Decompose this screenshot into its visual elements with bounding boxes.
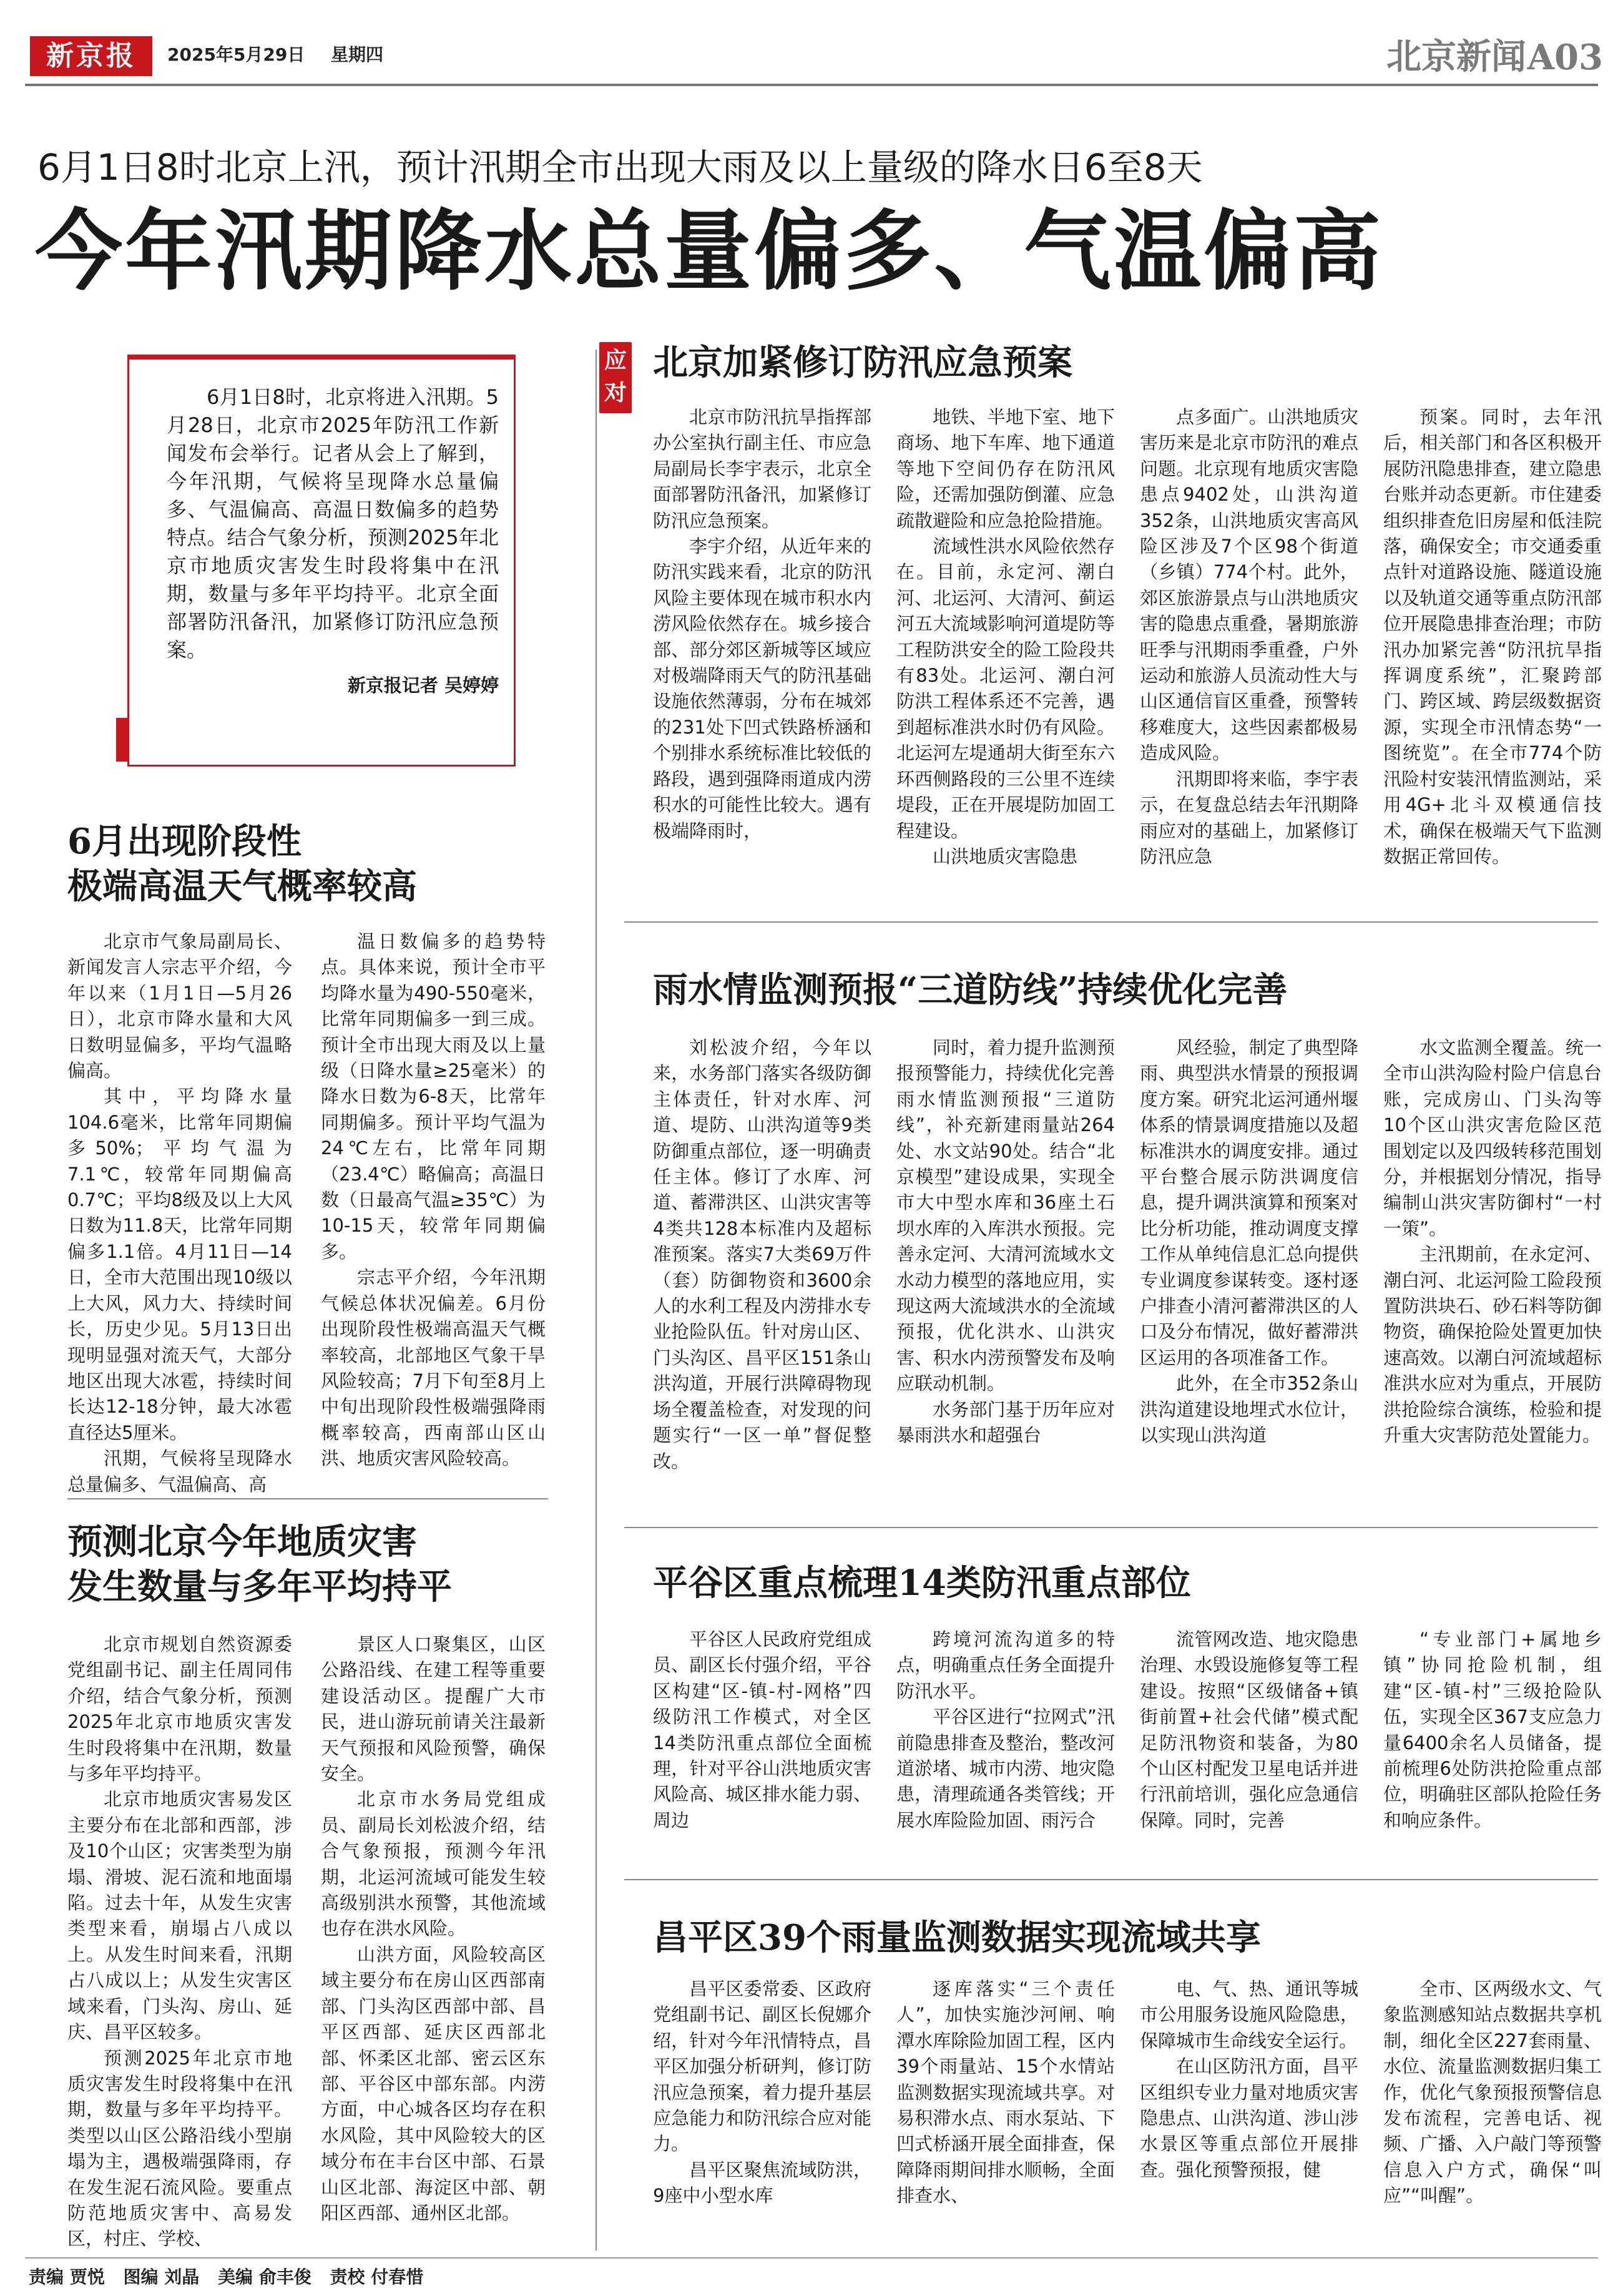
right-s4-title: 昌平区39个雨量监测数据实现流域共享	[653, 1917, 1261, 1958]
credit-proofreader: 责校 付春惜	[330, 2267, 424, 2287]
issue-date: 2025年5月29日	[167, 44, 305, 65]
section-name: 北京新闻	[1386, 37, 1526, 77]
paragraph: 点多面广。山洪地质灾害历来是北京市防汛的难点问题。北京现有地质灾害隐患点9402处，山洪沟道352条，山洪地质灾害高风险区涉及7个区98个街道（乡镇）774个村。此外，郊区旅游景点与山洪地质灾害的隐患点重叠，暑期旅游旺季与汛期雨季重叠，户外运动和旅游人员流动性大与山区通信盲区重叠，预警转移难度大，这些因素都极易造成风险。	[1140, 406, 1358, 764]
right-s2-column-2	[896, 1035, 1115, 1509]
paragraph: 地铁、半地下室、地下商场、地下车库、地下通道等地下空间仍存在防汛风险，还需加强防倒灌、应急疏散避险和应急抢险措施。	[896, 406, 1115, 531]
paragraph: 景区人口聚集区，山区公路沿线、在建工程等重要建设活动区。提醒广大市民，进山游玩前请关注最新天气预报和风险预警，确保安全。	[321, 1634, 546, 1785]
footer-divider	[25, 2257, 1598, 2259]
lead-text: 6月1日8时，北京将进入汛期。5月28日，北京市2025年防汛工作新闻发布会举行。记者从会上了解到，今年汛期，气候将呈现降水总量偏多、气温偏高、高温日数偏多的趋势特点。结合气象分析，预测2025年北京市地质灾害发生时段将集中在汛期，数量与多年平均持平。北京全面部署防汛备汛，加紧修订防汛应急预案。	[167, 385, 499, 662]
right-s3-column-1	[653, 1627, 871, 1864]
paragraph: 刘松波介绍，今年以来，水务部门落实各级防御主体责任，针对水库、河道、堤防、山洪沟道等9类防御重点部位，逐一明确责任主体。修订了水库、河道、蓄滞洪区、山洪灾害等4类共128本标准内及超标准预案。落实7大类69万件（套）防御物资和3600余人的水利工程及内涝排水专业抢险队伍。针对房山区、门头沟区、昌平区151条山洪沟道，开展行洪障碍物现场全覆盖检查，对发现的问题实行“一区一单”督促整改。	[653, 1037, 871, 1472]
paragraph: 流管网改造、地灾隐患治理、水毁设施修复等工程建设。按照“区级储备+镇街前置+社会代储”模式配足防汛物资和装备，为80个山区村配发卫星电话并进行汛前培训，强化应急通信保障。同时，完善	[1140, 1629, 1358, 1831]
paragraph: 昌平区委常委、区政府党组副书记、副区长倪娜介绍，针对今年汛情特点，昌平区加强分析研判，修订防汛应急预案，着力提升基层应急能力和防汛综合应对能力。	[653, 1978, 871, 2155]
header-divider	[25, 84, 1598, 86]
left-s1-title-line2: 极端高温天气概率较高	[67, 866, 417, 907]
right-s2-column-1	[653, 1035, 871, 1509]
left-s2-column-1	[67, 1632, 292, 2256]
paragraph: 预案。同时，去年汛后，相关部门和各区积极开展防汛隐患排查，建立隐患台账并动态更新。市住建委组织排查危旧房屋和低洼院落，确保安全；市交通委重点针对道路设施、隧道设施以及轨道交通等重点防汛部位开展隐患排查治理；市防汛办加紧完善“防汛抗旱指挥调度系统”，汇聚跨部门、跨区域、跨层级数据资源，实现全市汛情态势“一图统览”。在全市774个防汛险村安装汛情监测站，采用4G+北斗双模通信技术，确保在极端天气下监测数据正常回传。	[1383, 406, 1602, 867]
paragraph: 汛期，气候将呈现降水总量偏多、气温偏高、高	[67, 1448, 292, 1495]
footer-credits	[29, 2265, 436, 2290]
paragraph: 同时，着力提升监测预报预警能力，持续优化完善雨水情监测预报“三道防线”，补充新建雨量站264处、水文站90处。结合“北京模型”建设成果，实现全市大中型水库和36座土石坝水库的入库洪水预报。完善永定河、大清河流域水文水动力模型的落地应用，实现这两大流域洪水的全流域预报，优化洪水、山洪灾害、积水内涝预警发布及响应联动机制。	[896, 1037, 1115, 1395]
right-divider-1	[624, 921, 1598, 923]
left-s1-title-line1: 6月出现阶段性	[67, 821, 302, 862]
credit-editor: 责编 贾悦	[29, 2267, 105, 2287]
paragraph: 宗志平介绍，今年汛期气候总体状况偏差。6月份出现阶段性极端高温天气概率较高，北部地区气象干旱风险较高；7月下旬至8月上中旬出现阶段性极端强降雨概率较高，西南部山区山洪、地质灾害风险较高。	[321, 1267, 546, 1469]
left-s1-column-1	[67, 929, 292, 1495]
page-number: A03	[1527, 37, 1603, 78]
issue-weekday: 星期四	[331, 44, 384, 65]
left-s2-title-line1: 预测北京今年地质灾害	[67, 1521, 417, 1563]
left-s2-title-line2: 发生数量与多年平均持平	[67, 1566, 452, 1607]
right-s4-column-2	[896, 1976, 1115, 2251]
paragraph: 山洪地质灾害隐患	[933, 845, 1078, 867]
right-s1-column-1	[653, 405, 871, 901]
right-s3-column-2	[896, 1627, 1115, 1864]
right-s3-column-3	[1140, 1627, 1358, 1864]
paragraph: 在山区防汛方面，昌平区组织专业力量对地质灾害隐患点、山洪沟道、涉山涉水景区等重点部位开展排查。强化预警预报，健	[1140, 2056, 1358, 2181]
paragraph: 此外，在全市352条山洪沟道建设地埋式水位计，以实现山洪沟道	[1140, 1373, 1358, 1446]
right-s2-column-4	[1383, 1035, 1602, 1509]
headline: 今年汛期降水总量偏多、气温偏高	[35, 200, 1384, 303]
paragraph: 流域性洪水风险依然存在。目前，永定河、潮白河、北运河、大清河、蓟运河五大流域影响河道堤防等工程防洪安全的险工险段共有83处。北运河、潮白河防洪工程体系还不完善，遇到超标准洪水时仍有风险。北运河左堤通胡大街至东六环西侧路段的三公里不连续堤段，正在开展堤防加固工程建设。	[896, 536, 1115, 841]
paragraph: 北京市地质灾害易发区主要分布在北部和西部，涉及10个山区；灾害类型为崩塌、滑坡、泥石流和地面塌陷。过去十年，从发生灾害类型来看，崩塌占八成以上。从发生时间来看，汛期占八成以上；从发生灾害区域来看，门头沟、房山、延庆、昌平区较多。	[67, 1788, 292, 2043]
paragraph: 平谷区进行“拉网式”汛前隐患排查及整治，整改河道淤堵、城市内涝、地灾隐患，清理疏通各类管线；开展水库险险加固、雨污合	[896, 1706, 1115, 1831]
lead-accent-bar	[116, 718, 127, 762]
paragraph: 预测2025年北京市地质灾害发生时段将集中在汛期，数量与多年平均持平。类型以山区公路沿线小型崩塌为主，遇极端强降雨，存在发生泥石流风险。要重点防范地质灾害中、高易发区，村庄、学校、	[67, 2047, 292, 2250]
lead-byline: 新京报记者 吴婷婷	[347, 675, 499, 696]
right-s1-column-3	[1140, 405, 1358, 901]
left-s2-column-2	[321, 1632, 546, 2256]
right-s1-title: 北京加紧修订防汛应急预案	[653, 342, 1072, 383]
paragraph: 逐库落实“三个责任人”，加快实施沙河闸、响潭水库除险加固工程，区内39个雨量站、15个水情站监测数据实现流域共享。对易积滞水点、雨水泵站、下凹式桥涵开展全面排查，保障降雨期间排水顺畅，全面排查水、	[896, 1978, 1115, 2207]
right-s4-column-1	[653, 1976, 871, 2251]
paragraph: 全市、区两级水文、气象监测感知站点数据共享机制，细化全区227套雨量、水位、流量监测数据归集工作，优化气象预报预警信息发布流程，完善电话、视频、广播、入户敲门等预警信息入户方式，确保“叫应”“叫醒”。	[1383, 1978, 1602, 2207]
paragraph: 昌平区聚焦流域防洪，9座中小型水库	[653, 2159, 871, 2207]
right-s3-title: 平谷区重点梳理14类防汛重点部位	[653, 1563, 1191, 1604]
paragraph: 风经验，制定了典型降雨、典型洪水情景的预报调度方案。研究北运河通州堰体系的情景调度措施以及超标准洪水的调度安排。通过平台整合展示防洪调度信息，提升调洪演算和预案对比分析功能，推动调度支撑工作从单纯信息汇总向提供专业调度参谋转变。逐村逐户排查小清河蓄滞洪区的人口及分布情况，做好蓄滞洪区运用的各项准备工作。	[1140, 1037, 1358, 1368]
paragraph: 山洪方面，风险较高区域主要分布在房山区西部南部、门头沟区西部中部、昌平区西部、延庆区西部北部、怀柔区北部、密云区东部、平谷区中部东部。内涝方面，中心城各区均存在积水风险，其中风险较大的区域分布在丰台区中部、石景山区北部、海淀区中部、朝阳区西部、通州区北部。	[321, 1943, 546, 2224]
left-s1-column-2	[321, 929, 546, 1478]
paragraph: 平谷区人民政府党组成员、副区长付强介绍，平谷区构建“区-镇-村-网格”四级防汛工作模式，对全区14类防汛重点部位全面梳理，针对平谷山洪地质灾害风险高、城区排水能力弱、周边	[653, 1629, 871, 1831]
paragraph: 汛期即将来临，李宇表示，在复盘总结去年汛期降雨应对的基础上，加紧修订防汛应急	[1140, 768, 1358, 867]
paragraph: 跨境河流沟道多的特点，明确重点任务全面提升防汛水平。	[896, 1629, 1115, 1702]
left-section-divider	[67, 1498, 548, 1499]
right-s4-column-3	[1140, 1976, 1358, 2251]
newspaper-logo: 新京报	[30, 36, 152, 76]
paragraph: 主汛期前，在永定河、潮白河、北运河险工险段预置防洪块石、砂石料等防御物资，确保抢险处置更加快速高效。以潮白河流域超标准洪水应对为重点，开展防洪抢险综合演练，检验和提升重大灾害防范处置能力。	[1383, 1244, 1602, 1446]
paragraph: 北京市规划自然资源委党组副书记、副主任周同伟介绍，结合气象分析，预测2025年北京市地质灾害发生时段将集中在汛期，数量与多年平均持平。	[67, 1634, 292, 1785]
paragraph: 北京市防汛抗旱指挥部办公室执行副主任、市应急局副局长李宇表示，北京全面部署防汛备汛，加紧修订防汛应急预案。	[653, 406, 871, 531]
paragraph: “专业部门+属地乡镇”协同抢险机制，组建“区-镇-村”三级抢险队伍，实现全区367支应急力量6400余名人员储备，提前梳理6处防洪抢险重点部位，明确驻区部队抢险任务和响应条件。	[1383, 1629, 1602, 1831]
right-s2-column-3	[1140, 1035, 1358, 1509]
paragraph: 其中，平均降水量104.6毫米，比常年同期偏多50%；平均气温为7.1℃，较常年同期偏高0.7℃；平均8级及以上大风日数为11.8天，比常年同期偏多1.1倍。4月11日—14日，全市大范围出现10级以上大风，风力大、持续时间长，历史少见。5月13日出现明显强对流天气，大部分地区出现大冰雹，持续时间长达12-18分钟，最大冰雹直径达5厘米。	[67, 1086, 292, 1443]
section-tag: 应对	[599, 342, 632, 413]
right-s1-column-4	[1383, 405, 1602, 901]
credit-art-editor: 美编 俞丰俊	[218, 2267, 311, 2287]
credit-image-editor: 图编 刘晶	[123, 2267, 200, 2287]
subheadline: 6月1日8时北京上汛，预计汛期全市出现大雨及以上量级的降水日6至8天	[37, 146, 1203, 189]
paragraph: 水文监测全覆盖。统一全市山洪沟险村险户信息台账，完成房山、门头沟等10个区山洪灾害危险区范围划定以及四级转移范围划分，并根据划分情况，指导编制山洪灾害防御村“一村一策”。	[1383, 1037, 1602, 1239]
column-divider	[596, 350, 597, 2250]
paragraph: 水务部门基于历年应对暴雨洪水和超强台	[896, 1398, 1115, 1446]
paragraph: 电、气、热、通讯等城市公用服务设施风险隐患，保障城市生命线安全运行。	[1140, 1978, 1358, 2051]
paragraph: 北京市水务局党组成员、副局长刘松波介绍，结合气象预报，预测今年汛期，北运河流域可能发生较高级别洪水预警，其他流域也存在洪水风险。	[321, 1788, 546, 1940]
right-s4-column-4	[1383, 1976, 1602, 2251]
lead-box	[127, 355, 516, 767]
paragraph: 李宇介绍，从近年来的防汛实践来看，北京的防汛风险主要体现在城市积水内涝风险依然存在。城乡接合部、部分郊区新城等区域应对极端降雨天气的防汛基础设施依然薄弱，分布在城郊的231处下凹式铁路桥涵和个别排水系统标准比较低的路段，遇到强降雨道成内涝积水的可能性比较大。遇有极端降雨时，	[653, 536, 871, 841]
right-divider-3	[624, 1879, 1598, 1880]
right-divider-2	[624, 1527, 1598, 1528]
paragraph: 北京市气象局副局长、新闻发言人宗志平介绍，今年以来（1月1日—5月26日），北京市降水量和大风日数明显偏多，平均气温略偏高。	[67, 931, 292, 1082]
right-s2-title: 雨水情监测预报“三道防线”持续优化完善	[653, 969, 1288, 1011]
right-s1-column-2	[896, 405, 1115, 901]
paragraph: 温日数偏多的趋势特点。具体来说，预计全市平均降水量为490-550毫米，比常年同期偏多一到三成。预计全市出现大雨及以上量级（日降水量≥25毫米）的降水日数为6-8天，比常年同期偏多。预计平均气温为24℃左右，比常年同期（23.4℃）略偏高；高温日数（日最高气温≥35℃）为10-15天，较常年同期偏多。	[321, 931, 546, 1262]
right-s3-column-4	[1383, 1627, 1602, 1864]
